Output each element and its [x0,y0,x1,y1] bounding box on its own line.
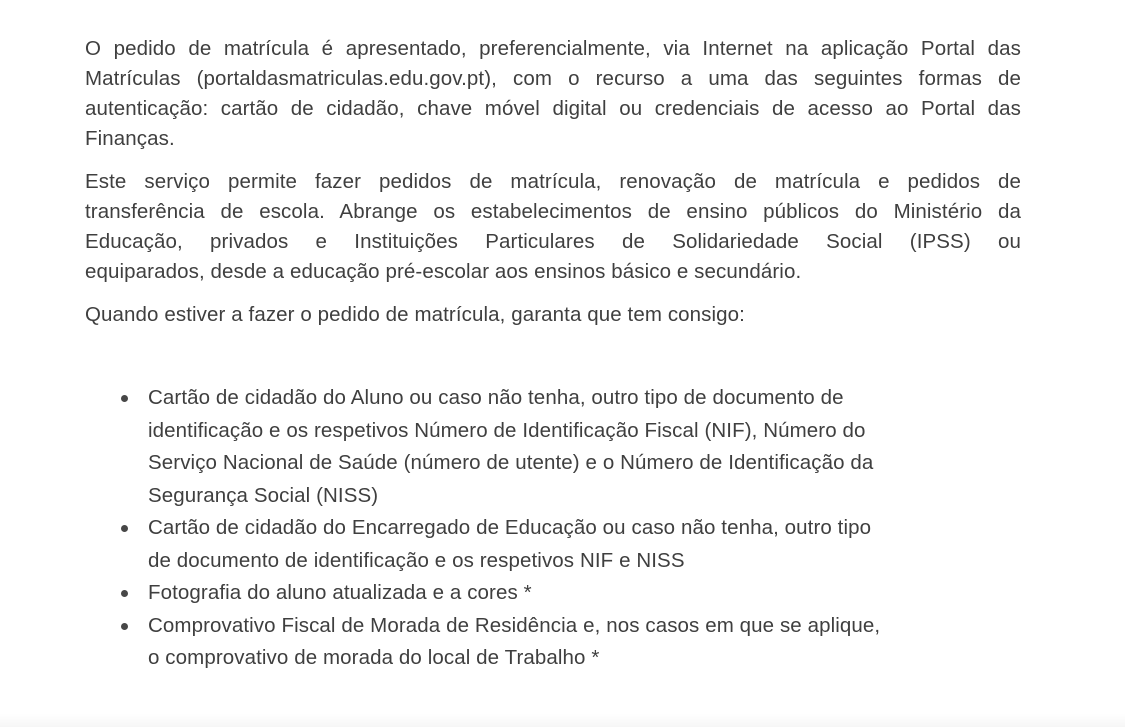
paragraph-service-scope [85,167,1021,287]
paragraph-intro-portal [85,34,1021,154]
text-line: equiparados, desde a educação pré-escolar aos ensinos básico e secundário. [85,260,802,283]
text-line: O pedido de matrícula é apresentado, preferencialmente, via Internet na aplicação Portal das [85,37,1021,60]
text-line: transferência de escola. Abrange os estabelecimentos de ensino públicos do Ministério da [85,200,1021,223]
bullet-icon [121,395,128,402]
text-line: Quando estiver a fazer o pedido de matrícula, garanta que tem consigo: [85,303,745,326]
bullet-icon [121,525,128,532]
text-line: Segurança Social (NISS) [148,483,379,507]
bullet-icon [121,590,128,597]
list-item-guardian-id [85,512,1021,577]
text-line: de documento de identificação e os respetivos NIF e NISS [148,548,685,572]
text-line: Educação, privados e Instituições Particulares de Solidariedade Social (IPSS) ou [85,230,1021,253]
list-item-photo [85,577,1021,610]
text-line: Serviço Nacional de Saúde (número de utente) e o Número de Identificação da [148,451,874,474]
scan-artifact [0,713,1125,727]
list-item-student-id [85,382,1021,512]
text-line: Matrículas (portaldasmatriculas.edu.gov.pt), com o recurso a uma das seguintes formas de [85,67,1021,90]
requirements-list [85,382,1021,675]
text-line: o comprovativo de morada do local de Trabalho * [148,646,600,669]
list-item-address-proof [85,610,1021,675]
bullet-icon [121,623,128,630]
text-line: autenticação: cartão de cidadão, chave móvel digital ou credenciais de acesso ao Portal das [85,97,1021,120]
text-line: Este serviço permite fazer pedidos de matrícula, renovação de matrícula e pedidos de [85,170,1021,193]
text-line: Cartão de cidadão do Encarregado de Educação ou caso não tenha, outro tipo [148,516,872,539]
text-line: identificação e os respetivos Número de Identificação Fiscal (NIF), Número do [148,418,866,442]
paragraph-checklist-lead [85,300,1021,330]
text-line: Cartão de cidadão do Aluno ou caso não tenha, outro tipo de documento de [148,386,844,409]
document-content [85,34,1021,675]
text-line: Comprovativo Fiscal de Morada de Residência e, nos casos em que se aplique, [148,613,881,637]
text-line: Fotografia do aluno atualizada e a cores * [148,581,532,604]
text-line: Finanças. [85,127,175,150]
